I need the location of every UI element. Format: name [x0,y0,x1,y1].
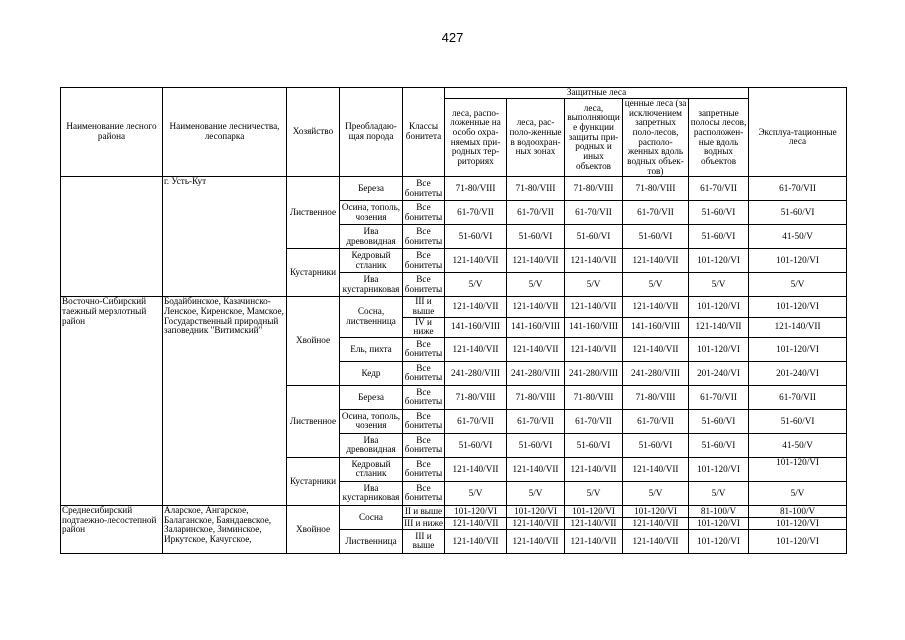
value-cell: 71-80/VIII [445,177,507,201]
value-cell: 121-140/VII [623,457,689,481]
value-cell: 51-60/VI [689,225,749,249]
value-cell: 51-60/VI [445,225,507,249]
value-cell: 121-140/VII [623,517,689,529]
forest-age-table [60,87,847,554]
bonitet-cell: Все бонитеты [403,457,445,481]
value-cell: 71-80/VIII [565,385,623,409]
value-cell: 101-120/VI [689,249,749,273]
bonitet-cell: Все бонитеты [403,225,445,249]
value-cell: 51-60/VI [507,225,565,249]
header-protective: Защитные леса [445,88,749,99]
household-cell: Хвойное [287,297,340,386]
value-cell: 121-140/VII [689,317,749,337]
value-cell: 5/V [749,273,847,297]
header-species: Преобладаю-щая порода [340,88,403,177]
bonitet-cell: Все бонитеты [403,409,445,433]
bonitet-cell: Все бонитеты [403,337,445,361]
forestry-cell: Аларское, Ангарское, Балаганское, Баяндаевское, Заларинское, Зиминское, Иркутское, Качугское, [163,505,287,553]
bonitet-cell: Все бонитеты [403,201,445,225]
value-cell: 201-240/VI [689,361,749,385]
value-cell: 101-120/VI [689,297,749,317]
table-row [61,177,847,201]
value-cell: 121-140/VII [565,457,623,481]
value-cell: 101-120/VI [689,517,749,529]
value-cell: 61-70/VII [749,177,847,201]
value-cell: 61-70/VII [565,201,623,225]
value-cell: 61-70/VII [507,409,565,433]
value-cell: 5/V [565,481,623,505]
header-protective-5: запретные полосы лесов, расположен-ные вдоль водных объектов [689,99,749,177]
value-cell: 121-140/VII [565,249,623,273]
table-row [61,505,847,517]
value-cell: 81-100/V [689,505,749,517]
household-cell: Лиственное [287,385,340,457]
value-cell: 71-80/VIII [623,177,689,201]
value-cell: 101-120/VI [749,457,847,481]
header-household: Хозяйство [287,88,340,177]
bonitet-cell: Все бонитеты [403,385,445,409]
value-cell: 101-120/VI [749,249,847,273]
value-cell: 5/V [623,273,689,297]
value-cell: 121-140/VII [565,297,623,317]
species-cell: Береза [340,177,403,201]
value-cell: 121-140/VII [623,249,689,273]
value-cell: 5/V [507,481,565,505]
species-cell: Кедровый стланик [340,457,403,481]
value-cell: 121-140/VII [445,529,507,553]
value-cell: 241-280/VIII [623,361,689,385]
value-cell: 5/V [623,481,689,505]
region-cell: Среднесибирский подтаежно-лесостепной район [61,505,163,553]
value-cell: 71-80/VIII [445,385,507,409]
page-number: 427 [441,30,464,45]
value-cell: 71-80/VIII [565,177,623,201]
value-cell: 121-140/VII [445,337,507,361]
value-cell: 121-140/VII [623,529,689,553]
bonitet-cell: IV и ниже [403,317,445,337]
header-bonitet: Классы бонитета [403,88,445,177]
species-cell: Береза [340,385,403,409]
value-cell: 61-70/VII [623,409,689,433]
species-cell: Сосна, лиственница [340,297,403,338]
species-cell: Ива кустарниковая [340,481,403,505]
value-cell: 101-120/VI [749,337,847,361]
value-cell: 51-60/VI [689,433,749,457]
value-cell: 51-60/VI [507,433,565,457]
value-cell: 101-120/VI [749,297,847,317]
value-cell: 61-70/VII [689,177,749,201]
value-cell: 61-70/VII [565,409,623,433]
bonitet-cell: Все бонитеты [403,481,445,505]
species-cell: Ель, пихта [340,337,403,361]
bonitet-cell: Все бонитеты [403,177,445,201]
value-cell: 121-140/VII [445,457,507,481]
header-exploit: Эксплуа-тационные леса [749,99,847,177]
bonitet-cell: III и ниже [404,517,443,528]
value-cell: 141-160/VIII [565,317,623,337]
species-cell: Лиственница [340,529,403,553]
value-cell: 121-140/VII [507,337,565,361]
value-cell: 51-60/VI [749,201,847,225]
value-cell: 101-120/VI [445,505,507,517]
value-cell: 5/V [689,481,749,505]
value-cell: 121-140/VII [565,337,623,361]
species-cell: Ива кустарниковая [340,273,403,297]
value-cell: 101-120/VI [749,517,847,529]
value-cell: 121-140/VII [445,517,507,529]
value-cell: 101-120/VI [689,337,749,361]
value-cell: 5/V [507,273,565,297]
bonitet-cell: Все бонитеты [403,433,445,457]
bonitet-cell: Все бонитеты [403,273,445,297]
value-cell: 121-140/VII [507,529,565,553]
value-cell: 101-120/VI [623,505,689,517]
species-cell: Кедр [340,361,403,385]
value-cell: 121-140/VII [749,317,847,337]
region-cell [61,177,163,297]
value-cell: 101-120/VI [507,505,565,517]
value-cell: 61-70/VII [689,385,749,409]
value-cell: 5/V [565,273,623,297]
value-cell: 121-140/VII [445,249,507,273]
header-protective-2: леса, рас-поло-женные в водоохран-ных зонах [507,99,565,177]
bonitet-cell: III и выше [403,297,445,317]
header-protective-3: леса, выполняющие функции защиты при-родных и иных объектов [565,99,623,177]
bonitet-cell: III и выше [403,529,445,553]
bonitet-cell: Все бонитеты [403,249,445,273]
value-cell: 51-60/VI [565,225,623,249]
value-cell: 5/V [445,481,507,505]
value-cell: 5/V [749,481,847,505]
header-protective-4: ценные леса (за исключением запретных поло-лесов, располо-женных вдоль водных объек-тов) [623,99,689,177]
household-cell: Кустарники [287,457,340,505]
value-cell: 121-140/VII [507,249,565,273]
header-protective-1: леса, распо-ложенные на особо охра-няемых при-родных тер-риториях [445,99,507,177]
value-cell: 241-280/VIII [445,361,507,385]
value-cell: 51-60/VI [689,409,749,433]
value-cell: 61-70/VII [445,201,507,225]
species-cell: Ива древовидная [340,433,403,457]
value-cell: 141-160/VIII [623,317,689,337]
value-cell: 71-80/VIII [507,385,565,409]
value-cell: 121-140/VII [445,297,507,317]
header-forestry: Наименование лесничества, лесопарка [163,88,287,177]
value-cell: 5/V [689,273,749,297]
value-cell: 101-120/VI [689,529,749,553]
bonitet-cell: Все бонитеты [403,361,445,385]
value-cell: 121-140/VII [565,517,623,529]
value-cell: 51-60/VI [565,433,623,457]
household-cell: Лиственное [287,177,340,249]
value-cell: 101-120/VI [565,505,623,517]
forestry-cell: г. Усть-Кут [163,177,287,297]
value-cell: 121-140/VII [623,337,689,361]
value-cell: 61-70/VII [445,409,507,433]
value-cell: 121-140/VII [623,297,689,317]
value-cell: 241-280/VIII [565,361,623,385]
table-row [61,297,847,317]
household-cell: Хвойное [287,505,340,553]
value-cell: 51-60/VI [445,433,507,457]
species-cell: Сосна [340,505,403,529]
value-cell: 51-60/VI [689,201,749,225]
household-cell: Кустарники [287,249,340,297]
value-cell: 121-140/VII [565,529,623,553]
value-cell: 41-50/V [749,433,847,457]
value-cell: 51-60/VI [749,409,847,433]
value-cell: 101-120/VI [689,457,749,481]
value-cell: 81-100/V [749,505,847,517]
value-cell: 121-140/VII [507,457,565,481]
value-cell: 51-60/VI [623,433,689,457]
species-cell: Кедровый стланик [340,249,403,273]
species-cell: Осина, тополь, чозения [340,201,403,225]
forestry-cell: Бодайбинское, Казачинско-Ленское, Киренское, Мамское, Государственный природный заповедник "Витимский" [163,297,287,506]
value-cell: 101-120/VI [749,529,847,553]
region-cell: Восточно-Сибирский таежный мерзлотный район [61,297,163,506]
value-cell: 51-60/VI [623,225,689,249]
value-cell: 141-160/VIII [507,317,565,337]
value-cell: 141-160/VIII [445,317,507,337]
value-cell: 71-80/VIII [623,385,689,409]
value-cell: 241-280/VIII [507,361,565,385]
value-cell: 61-70/VII [507,201,565,225]
species-cell: Ива древовидная [340,225,403,249]
value-cell: 61-70/VII [623,201,689,225]
value-cell: 71-80/VIII [507,177,565,201]
header-exploit-top [749,88,847,99]
value-cell: 41-50/V [749,225,847,249]
value-cell: 121-140/VII [507,297,565,317]
value-cell: 121-140/VII [507,517,565,529]
value-cell: 201-240/VI [749,361,847,385]
bonitet-cell: II и выше [403,505,445,517]
value-cell: 61-70/VII [749,385,847,409]
value-cell: 5/V [445,273,507,297]
header-region: Наименование лесного района [61,88,163,177]
species-cell: Осина, тополь, чозения [340,409,403,433]
